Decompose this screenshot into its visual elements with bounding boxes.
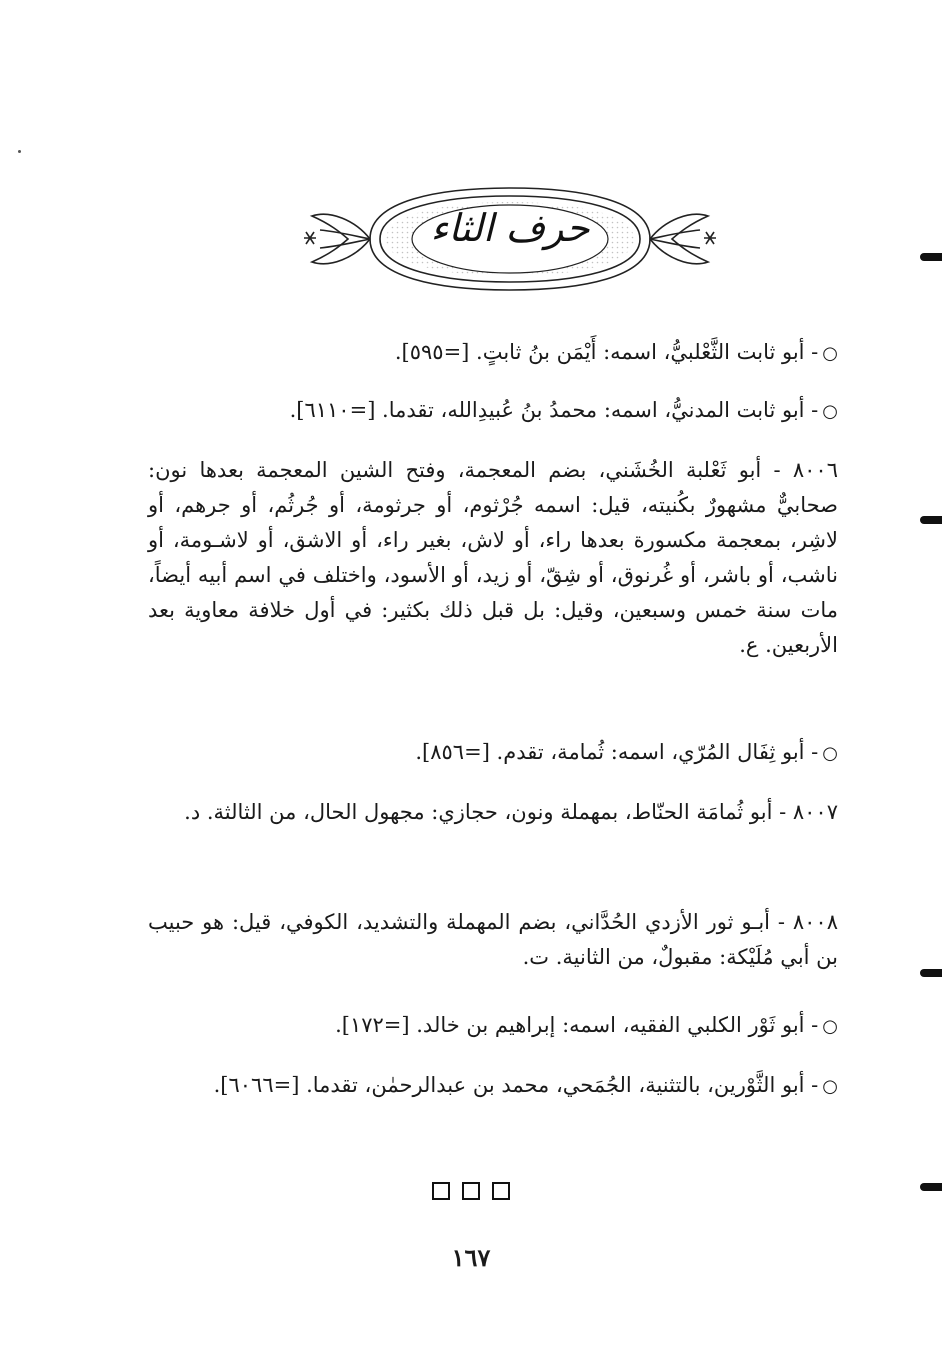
section-end-squares: [0, 1182, 942, 1204]
entry-text: - أبو ثابت الثَّعْلبيُّ، اسمه: أَيْمَن بنُ ثابتٍ. [=٥٩٥].: [394, 340, 819, 364]
entry-text: - أبو ثَوْر الكلبي الفقيه، اسمه: إبراهيم بن خالد. [=١٧٢].: [335, 1013, 819, 1037]
ring-marker-icon: ○: [822, 343, 838, 364]
square-icon: [462, 1182, 480, 1200]
entry-text: ٨٠٠٦ - أبو ثَعْلبة الخُشَني، بضم المعجمة، وفتح الشين المعجمة بعدها نون: صحابيٌّ مشهورٌ بكُنيته، قيل: اسمه جُرْثوم، أو جرثومة، أو جُرثُم، أو جرهم، أو لاشِر، بمعجمة مكسورة بعدها راء، أو لاش، بغير راء، أو الاشق، أو لاشـومة، أو ناشب، أو باشر، أو غُرنوق، أو شِقّ، أو زيد، أو الأسود، واختلف في اسم أبيه أيضاً، مات سنة خمس وسبعين، وقيل: بل قبل ذلك بكثير: في أول خلافة معاوية بعد الأربعين. ع.: [148, 458, 838, 657]
edge-mark: [920, 253, 942, 261]
ring-marker-icon: ○: [822, 1016, 838, 1037]
entry-8008: [148, 905, 838, 975]
entry-text: - أبو ثِفَال المُرّي، اسمه: ثُمامة، تقدم. [=٨٥٦].: [415, 740, 819, 764]
page-number: ١٦٧: [451, 1243, 491, 1272]
scan-speck: [18, 150, 21, 153]
entry-8006: [148, 453, 838, 663]
entry-text: - أبو الثَّوْرين، بالتثنية، الجُمَحي، محمد بن عبدالرحمٰن، تقدما. [=٦٠٦٦].: [213, 1073, 819, 1097]
entry-8007: [148, 795, 838, 830]
edge-mark: [920, 969, 942, 977]
ring-marker-icon: ○: [822, 401, 838, 422]
ring-marker-icon: ○: [822, 1076, 838, 1097]
square-icon: [492, 1182, 510, 1200]
entry-text: - أبو ثابت المدنيُّ، اسمه: محمدُ بنُ عُبيدِالله، تقدما. [=٦١١٠].: [289, 398, 819, 422]
entry-text: ٨٠٠٨ - أبـو ثور الأزدي الحُدَّاني، بضم المهملة والتشديد، الكوفي، قيل: هو حبيب بن أبي مُلَيْكة: مقبولٌ، من الثانية. ت.: [148, 910, 838, 969]
entry-text: ٨٠٠٧ - أبو ثُمامَة الحنّاط، بمهملة ونون، حجازي: مجهول الحال، من الثالثة. د.: [184, 800, 838, 824]
edge-mark: [920, 516, 942, 524]
entry-4: [148, 1008, 838, 1044]
entry-1: [148, 335, 838, 371]
entry-2: [148, 393, 838, 429]
ring-marker-icon: ○: [822, 743, 838, 764]
entry-3: [148, 735, 838, 771]
chapter-title: حرف الثاء: [430, 206, 590, 250]
square-icon: [432, 1182, 450, 1200]
entry-5: [148, 1068, 838, 1104]
